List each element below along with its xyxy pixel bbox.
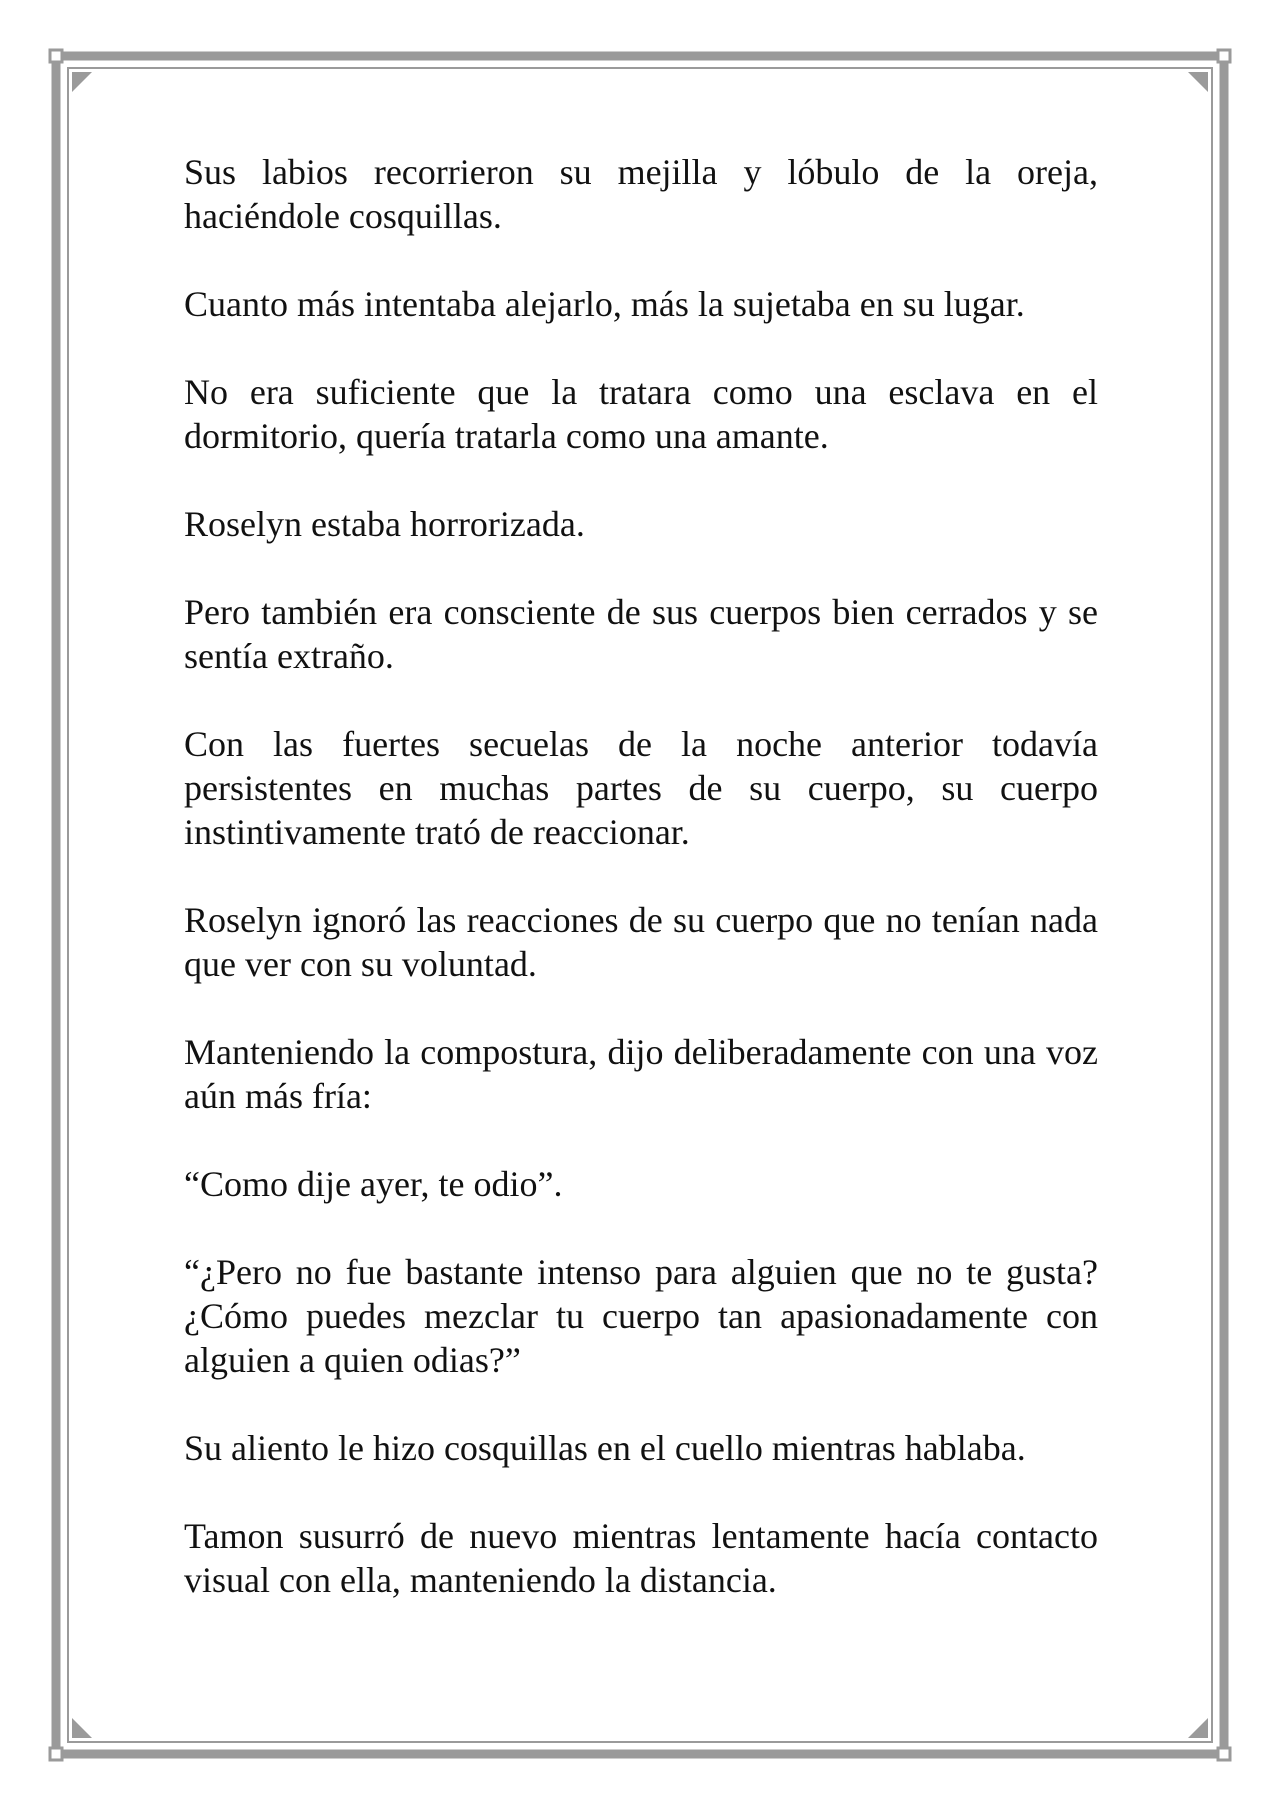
paragraph-10: “¿Pero no fue bastante intenso para alguien que no te gusta? ¿Cómo puedes mezclar tu cuerpo tan apasionadamente con alguien a quien odias?” bbox=[184, 1252, 1098, 1380]
paragraph-4: Roselyn estaba horrorizada. bbox=[184, 504, 585, 544]
paragraph-1: Sus labios recorrieron su mejilla y lóbulo de la oreja, haciéndole cosquillas. bbox=[184, 152, 1098, 236]
page-body-text bbox=[184, 150, 1098, 1602]
paragraph-2: Cuanto más intentaba alejarlo, más la sujetaba en su lugar. bbox=[184, 284, 1025, 324]
paragraph-6: Con las fuertes secuelas de la noche anterior todavía persistentes en muchas partes de su cuerpo, su cuerpo instintivamente trató de reaccionar. bbox=[184, 724, 1098, 852]
paragraph-7: Roselyn ignoró las reacciones de su cuerpo que no tenían nada que ver con su voluntad. bbox=[184, 900, 1098, 984]
paragraph-12: Tamon susurró de nuevo mientras lentamente hacía contacto visual con ella, manteniendo la distancia. bbox=[184, 1516, 1098, 1600]
paragraph-3: No era suficiente que la tratara como una esclava en el dormitorio, quería tratarla como una amante. bbox=[184, 372, 1098, 456]
paragraph-5: Pero también era consciente de sus cuerpos bien cerrados y se sentía extraño. bbox=[184, 592, 1098, 676]
paragraph-11: Su aliento le hizo cosquillas en el cuello mientras hablaba. bbox=[184, 1428, 1026, 1468]
paragraph-9: “Como dije ayer, te odio”. bbox=[184, 1164, 563, 1204]
paragraph-8: Manteniendo la compostura, dijo deliberadamente con una voz aún más fría: bbox=[184, 1032, 1098, 1116]
